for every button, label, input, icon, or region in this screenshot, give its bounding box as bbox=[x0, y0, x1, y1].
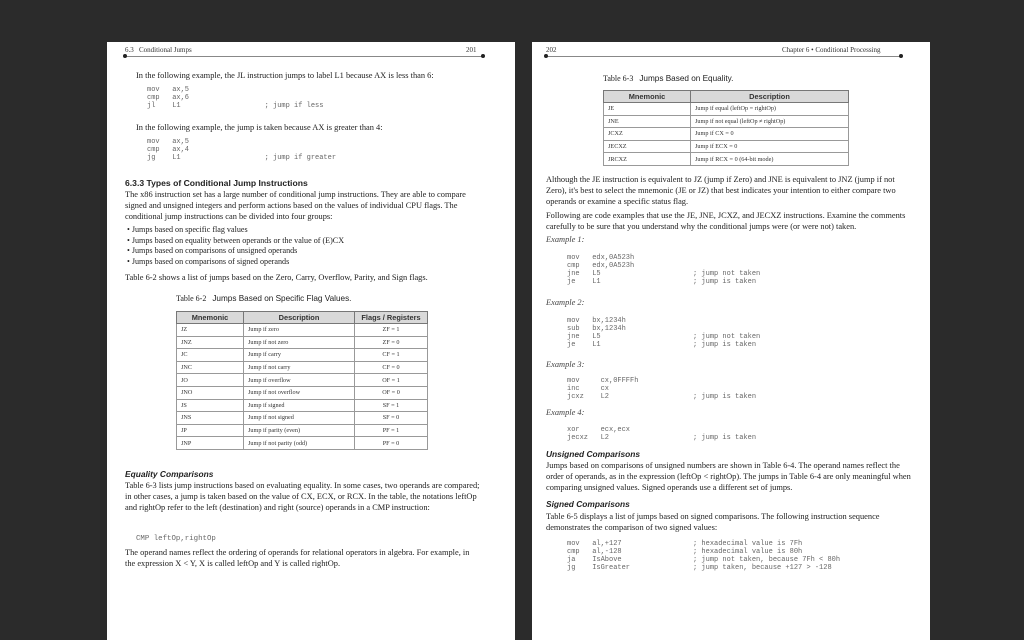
code-line: jecxz L2 ; jump is taken bbox=[567, 434, 757, 442]
table-cell: JS bbox=[177, 399, 244, 412]
code-line: cmp al,-128 ; hexadecimal value is 80h bbox=[567, 548, 803, 556]
right-header-chapter: Chapter 6 • Conditional Processing bbox=[782, 46, 881, 54]
table-6-3 bbox=[603, 90, 849, 166]
list-item: • Jumps based on specific flag values bbox=[127, 225, 483, 236]
column-header: Mnemonic bbox=[177, 312, 244, 324]
table-cell: PF = 0 bbox=[355, 437, 428, 450]
table-cell: Jump if CX = 0 bbox=[691, 128, 849, 141]
intro-paragraph-1: In the following example, the JL instruction jumps to label L1 because AX is less than 6: bbox=[136, 71, 434, 80]
code-line: cmp ax,4 bbox=[147, 146, 190, 154]
code-line: jl L1 ; jump if less bbox=[147, 102, 324, 110]
column-header: Description bbox=[691, 91, 849, 103]
table-cell: Jump if not zero bbox=[244, 336, 355, 349]
code-line: mov bx,1234h bbox=[567, 317, 626, 325]
table-cell: SF = 1 bbox=[355, 399, 428, 412]
table-title: Jumps Based on Equality. bbox=[639, 74, 734, 83]
table-cell: OF = 1 bbox=[355, 374, 428, 387]
left-header-title: Conditional Jumps bbox=[139, 46, 192, 54]
final-paragraph: The operand names reflect the ordering of operands for relational operators in algebra. For example, in the expression X < Y, X is called leftOp and Y is called rightOp. bbox=[125, 548, 470, 569]
table-cell: JRCXZ bbox=[604, 153, 691, 166]
table-cell: JC bbox=[177, 349, 244, 362]
table-cell: JNC bbox=[177, 361, 244, 374]
code-line: sub bx,1234h bbox=[567, 325, 626, 333]
intro-paragraph-2: In the following example, the jump is taken because AX is greater than 4: bbox=[136, 123, 383, 132]
table-label: Table 6-3 bbox=[603, 74, 634, 83]
table-cell: JNZ bbox=[177, 336, 244, 349]
code-line: jne L5 ; jump not taken bbox=[567, 270, 761, 278]
table-6-2-caption bbox=[176, 294, 351, 303]
list-item: • Jumps based on equality between operands or the value of (E)CX bbox=[127, 236, 483, 247]
code-line: mov cx,0FFFFh bbox=[567, 377, 639, 385]
list-item: • Jumps based on comparisons of unsigned operands bbox=[127, 246, 483, 257]
table-row bbox=[177, 336, 428, 349]
signed-paragraph: Table 6-5 displays a list of jumps based on signed comparisons. The following instruction sequence demonstrates the comparison of two signed values: bbox=[546, 512, 880, 533]
unsigned-heading: Unsigned Comparisons bbox=[546, 449, 640, 459]
table-cell: OF = 0 bbox=[355, 386, 428, 399]
column-header: Description bbox=[244, 312, 355, 324]
table-6-3-caption bbox=[603, 74, 733, 83]
table-row bbox=[604, 115, 849, 128]
code-line: jcxz L2 ; jump is taken bbox=[567, 393, 757, 401]
table-cell: ZF = 0 bbox=[355, 336, 428, 349]
table-cell: SF = 0 bbox=[355, 412, 428, 425]
table-row bbox=[177, 386, 428, 399]
table-cell: Jump if carry bbox=[244, 349, 355, 362]
table-cell: Jump if overflow bbox=[244, 374, 355, 387]
left-header-dot bbox=[123, 54, 127, 58]
code-line: inc cx bbox=[567, 385, 610, 393]
left-header-section: 6.3 bbox=[125, 46, 134, 54]
bullet-list bbox=[127, 225, 483, 267]
code-line: mov ax,5 bbox=[147, 86, 190, 94]
table-row bbox=[604, 103, 849, 116]
code-line: mov edx,0A523h bbox=[567, 254, 635, 262]
code-line: mov ax,5 bbox=[147, 138, 190, 146]
table-cell: JNS bbox=[177, 412, 244, 425]
left-page-number: 201 bbox=[466, 46, 477, 54]
table-cell: Jump if zero bbox=[244, 324, 355, 337]
example-label: Example 4: bbox=[546, 408, 585, 417]
table-cell: JZ bbox=[177, 324, 244, 337]
table-row bbox=[177, 399, 428, 412]
example-code bbox=[567, 254, 760, 286]
code-line: jne L5 ; jump not taken bbox=[567, 333, 761, 341]
table-row bbox=[604, 153, 849, 166]
table-cell: Jump if parity (even) bbox=[244, 424, 355, 437]
code-block-2 bbox=[147, 138, 336, 162]
table-cell: CF = 0 bbox=[355, 361, 428, 374]
table-cell: JNO bbox=[177, 386, 244, 399]
unsigned-paragraph: Jumps based on comparisons of unsigned numbers are shown in Table 6-4. The operand names reflect the order of operands, as in the expression (leftOp < rightOp). The jumps in Table 6-4 are only meaningful when comparing unsigned values. Signed operands use a different set of jumps. bbox=[546, 461, 911, 493]
table-cell: Jump if not signed bbox=[244, 412, 355, 425]
table-cell: Jump if not carry bbox=[244, 361, 355, 374]
section-heading: 6.3.3 Types of Conditional Jump Instructions bbox=[125, 178, 308, 188]
right-header-dot bbox=[544, 54, 548, 58]
table-row bbox=[604, 128, 849, 141]
signed-code bbox=[567, 540, 840, 572]
table-row bbox=[177, 437, 428, 450]
code-line: cmp ax,6 bbox=[147, 94, 190, 102]
code-line: cmp edx,0A523h bbox=[567, 262, 635, 270]
left-page bbox=[107, 42, 515, 640]
example-label: Example 1: bbox=[546, 235, 585, 244]
paragraph-1: Although the JE instruction is equivalent to JZ (jump if Zero) and JNE is equivalent to JNZ (jump if not Zero), it's best to select the mnemonic (JE or JZ) that best indicates your intention to either compare two operands or examine a specific status flag. bbox=[546, 175, 896, 207]
example-code bbox=[567, 377, 756, 401]
table-cell: Jump if not equal (leftOp ≠ rightOp) bbox=[691, 115, 849, 128]
code-line: jg L1 ; jump if greater bbox=[147, 154, 337, 162]
table-row bbox=[177, 424, 428, 437]
signed-heading: Signed Comparisons bbox=[546, 499, 630, 509]
code-block-1 bbox=[147, 86, 323, 110]
code-line: xor ecx,ecx bbox=[567, 426, 631, 434]
right-header-dot bbox=[899, 54, 903, 58]
column-header: Flags / Registers bbox=[355, 312, 428, 324]
code-line: ja IsAbove ; jump not taken, because 7Fh < 80h bbox=[567, 556, 841, 564]
equality-paragraph: Table 6-3 lists jump instructions based on evaluating equality. In some cases, two operands are compared; in other cases, a jump is taken based on the value of CX, ECX, or RCX. In the table, the notations leftOp and rightOp refer to the left (destination) and right (source) operands in a CMP instruction: bbox=[125, 481, 480, 513]
table-row bbox=[177, 374, 428, 387]
table-row bbox=[177, 412, 428, 425]
example-code bbox=[567, 426, 756, 442]
column-header: Mnemonic bbox=[604, 91, 691, 103]
table-cell: Jump if RCX = 0 (64-bit mode) bbox=[691, 153, 849, 166]
equality-heading: Equality Comparisons bbox=[125, 469, 214, 479]
table-6-2 bbox=[176, 311, 428, 450]
code-line: je L1 ; jump is taken bbox=[567, 341, 757, 349]
right-page-number: 202 bbox=[546, 46, 557, 54]
left-header-rule bbox=[125, 56, 483, 57]
example-label: Example 2: bbox=[546, 298, 585, 307]
table-cell: Jump if equal (leftOp = rightOp) bbox=[691, 103, 849, 116]
table-cell: JE bbox=[604, 103, 691, 116]
table-intro: Table 6-2 shows a list of jumps based on the Zero, Carry, Overflow, Parity, and Sign flags. bbox=[125, 273, 428, 282]
table-cell: CF = 1 bbox=[355, 349, 428, 362]
table-title: Jumps Based on Specific Flag Values. bbox=[212, 294, 352, 303]
table-cell: JP bbox=[177, 424, 244, 437]
paragraph-2: Following are code examples that use the JE, JNE, JCXZ, and JECXZ instructions. Examine the comments carefully to be sure that you understand why the conditional jumps were (or were not) taken. bbox=[546, 211, 906, 232]
table-cell: ZF = 1 bbox=[355, 324, 428, 337]
table-cell: Jump if ECX = 0 bbox=[691, 140, 849, 153]
right-header-rule bbox=[546, 56, 902, 57]
code-line: mov al,+127 ; hexadecimal value is 7Fh bbox=[567, 540, 803, 548]
code-line: jg IsGreater ; jump taken, because +127 > -128 bbox=[567, 564, 832, 572]
table-row bbox=[604, 140, 849, 153]
example-label: Example 3: bbox=[546, 360, 585, 369]
table-row bbox=[177, 324, 428, 337]
example-code bbox=[567, 317, 760, 349]
table-row bbox=[177, 361, 428, 374]
table-cell: Jump if not overflow bbox=[244, 386, 355, 399]
table-cell: JNP bbox=[177, 437, 244, 450]
right-page bbox=[532, 42, 930, 640]
table-cell: JECXZ bbox=[604, 140, 691, 153]
table-cell: PF = 1 bbox=[355, 424, 428, 437]
table-row bbox=[177, 349, 428, 362]
section-paragraph: The x86 instruction set has a large number of conditional jump instructions. They are able to compare signed and unsigned integers and perform actions based on the values of individual CPU flags. The conditional jump instructions can be divided into four groups: bbox=[125, 190, 466, 222]
table-cell: Jump if signed bbox=[244, 399, 355, 412]
table-cell: JCXZ bbox=[604, 128, 691, 141]
list-item: • Jumps based on comparisons of signed operands bbox=[127, 257, 483, 268]
left-header-dot bbox=[481, 54, 485, 58]
code-line: je L1 ; jump is taken bbox=[567, 278, 757, 286]
table-cell: Jump if not parity (odd) bbox=[244, 437, 355, 450]
table-cell: JNE bbox=[604, 115, 691, 128]
table-label: Table 6-2 bbox=[176, 294, 207, 303]
table-cell: JO bbox=[177, 374, 244, 387]
cmp-code: CMP leftOp,rightOp bbox=[136, 535, 216, 543]
